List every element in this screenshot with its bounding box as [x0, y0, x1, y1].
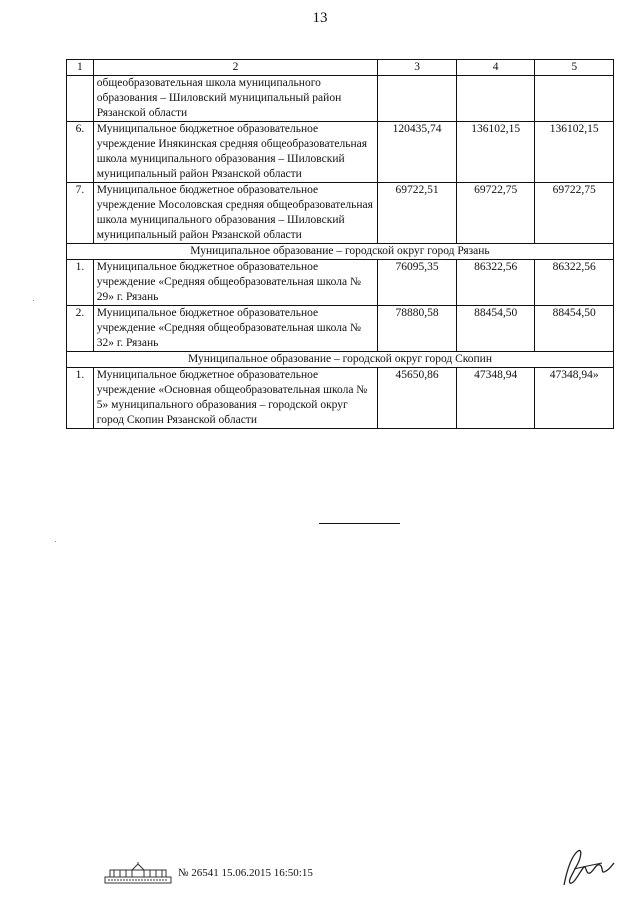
value-col-4: 88454,50: [456, 306, 535, 352]
value-col-4: 86322,56: [456, 260, 535, 306]
value-col-4: 136102,15: [456, 122, 535, 183]
value-col-4: [456, 76, 535, 122]
value-col-5: [535, 76, 614, 122]
table-row: [67, 183, 614, 244]
table-row: [67, 122, 614, 183]
table-header-row: [67, 60, 614, 76]
scan-speck: [33, 300, 34, 301]
institution-name: Муниципальное бюджетное образовательное учреждение «Основная общеобразовательная школа № 5» муниципального образования – городской округ город Скопин Рязанской области: [93, 368, 378, 429]
header-col-4: 4: [456, 60, 535, 76]
institution-name: Муниципальное бюджетное образовательное учреждение «Средняя общеобразовательная школа № 29» г. Рязань: [93, 260, 378, 306]
header-col-2: 2: [93, 60, 378, 76]
section-header-row: [67, 244, 614, 260]
institution-name: Муниципальное бюджетное образовательное учреждение Инякинская средняя общеобразовательная школа муниципального образования – Шиловский муниципальный район Рязанской области: [93, 122, 378, 183]
row-number: 7.: [67, 183, 94, 244]
data-table: [66, 59, 614, 429]
page-number: 13: [312, 10, 328, 26]
value-col-5: 86322,56: [535, 260, 614, 306]
value-col-3: 78880,58: [378, 306, 457, 352]
value-col-3: 76095,35: [378, 260, 457, 306]
value-col-5: 47348,94»: [535, 368, 614, 429]
header-col-3: 3: [378, 60, 457, 76]
row-number: 6.: [67, 122, 94, 183]
section-title: Муниципальное образование – городской округ город Скопин: [67, 352, 614, 368]
header-col-5: 5: [535, 60, 614, 76]
header-col-1: 1: [67, 60, 94, 76]
row-number: 1.: [67, 368, 94, 429]
table-row: [67, 368, 614, 429]
scan-speck: [55, 541, 56, 542]
value-col-5: 136102,15: [535, 122, 614, 183]
section-header-row: [67, 352, 614, 368]
institution-name: Муниципальное бюджетное образовательное учреждение Мосоловская средняя общеобразовательная школа муниципального образования – Шиловский муниципальный район Рязанской области: [93, 183, 378, 244]
value-col-3: 69722,51: [378, 183, 457, 244]
value-col-3: 120435,74: [378, 122, 457, 183]
value-col-3: 45650,86: [378, 368, 457, 429]
document-registration-mark: № 26541 15.06.2015 16:50:15: [178, 867, 313, 879]
value-col-5: 88454,50: [535, 306, 614, 352]
institution-name: Муниципальное бюджетное образовательное учреждение «Средняя общеобразовательная школа № 32» г. Рязань: [93, 306, 378, 352]
table-row: [67, 260, 614, 306]
table-body: [67, 60, 614, 429]
table-row: [67, 306, 614, 352]
section-title: Муниципальное образование – городской округ город Рязань: [67, 244, 614, 260]
closing-rule: [319, 523, 400, 524]
row-number: 1.: [67, 260, 94, 306]
building-stamp-icon: [104, 862, 172, 884]
value-col-4: 69722,75: [456, 183, 535, 244]
handwritten-signature-icon: [556, 845, 616, 891]
row-number: 2.: [67, 306, 94, 352]
value-col-5: 69722,75: [535, 183, 614, 244]
footer-mark: [104, 862, 313, 884]
value-col-4: 47348,94: [456, 368, 535, 429]
table-row: [67, 76, 614, 122]
value-col-3: [378, 76, 457, 122]
institution-name: общеобразовательная школа муниципального образования – Шиловский муниципальный район Рязанской области: [93, 76, 378, 122]
row-number: [67, 76, 94, 122]
